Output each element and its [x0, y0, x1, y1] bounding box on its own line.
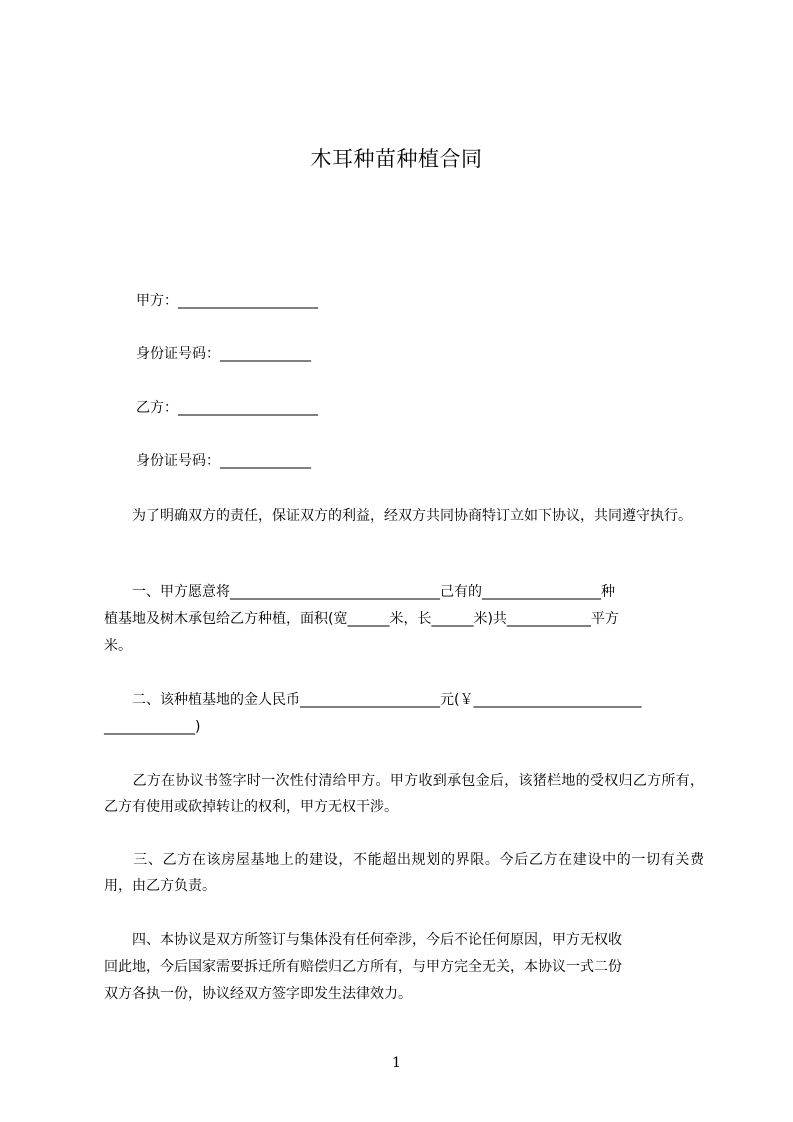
party-b-field: 乙方：____________________ — [136, 400, 318, 416]
clause-2-line-2: _____________) — [104, 719, 201, 735]
intro-paragraph: 为了明确双方的责任，保证双方的利益，经双方共同协商特订立如下协议，共同遵守执行。 — [104, 508, 692, 524]
party-a-id-field: 身份证号码：_____________ — [136, 346, 311, 362]
clause-4-line-3: 双方各执一份，协议经双方签字即发生法律效力。 — [104, 986, 412, 1002]
payment-paragraph: 乙方在协议书签字时一次性付清给甲方。甲方收到承包金后，该猪栏地的受权归乙方所有，乙方有使用或砍掉转让的权利，甲方无权干涉。 — [104, 773, 704, 815]
clause-4-line-1: 四、本协议是双方所签订与集体没有任何牵涉，今后不论任何原因，甲方无权收 — [104, 932, 622, 948]
clause-1-line-1: 一、甲方愿意将______________________________己有的_________________种 — [104, 584, 615, 600]
page-number: 1 — [392, 1055, 401, 1071]
party-a-field: 甲方：____________________ — [136, 293, 318, 309]
clause-1-line-3: 米。 — [104, 638, 132, 654]
clause-2-line-1: 二、该种植基地的金人民币____________________元(￥________________________ — [104, 692, 642, 708]
document-title: 木耳种苗种植合同 — [310, 147, 483, 171]
clause-1-line-2: 植基地及树木承包给乙方种植，面积(宽______米，长______米)共____________平方 — [104, 611, 619, 627]
party-b-id-field: 身份证号码：_____________ — [136, 453, 311, 469]
clause-4-line-2: 回此地，今后国家需要拆迁所有赔偿归乙方所有，与甲方完全无关，本协议一式二份 — [104, 959, 622, 975]
clause-3-paragraph: 三、乙方在该房屋基地上的建设，不能超出规划的界限。今后乙方在建设中的一切有关费用，由乙方负责。 — [104, 852, 704, 894]
